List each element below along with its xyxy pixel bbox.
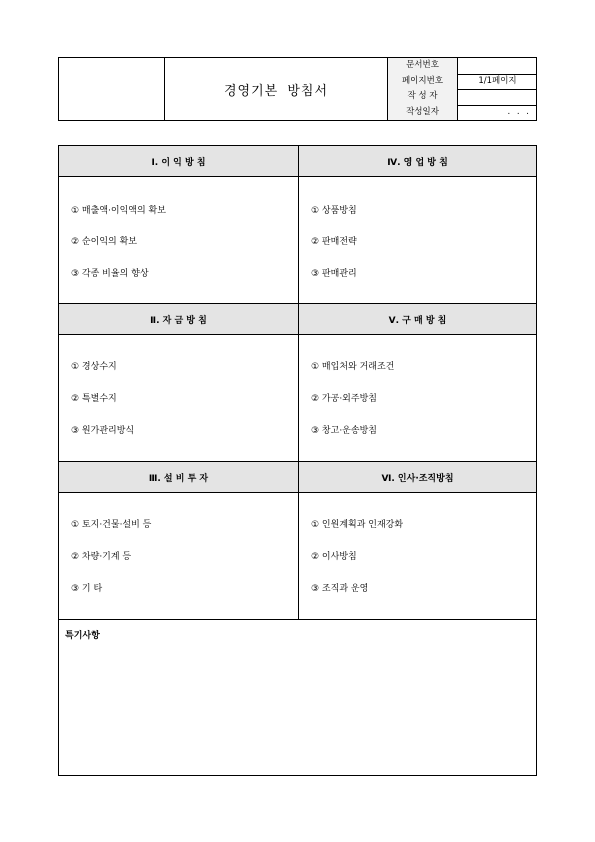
list-item: ① 경상수지	[71, 362, 117, 372]
list-item: ① 토지·건물·설비 등	[71, 520, 152, 530]
meta-row-doc-number	[388, 58, 537, 75]
list-item: ② 판매전략	[311, 237, 357, 247]
list-item: ② 이사방침	[311, 552, 357, 562]
list-item: ③ 창고·운송방침	[311, 426, 377, 436]
list-item: ① 매출액·이익액의 확보	[71, 206, 166, 216]
section-heading: Ⅲ. 설 비 투 자	[59, 462, 298, 493]
list-item: ② 차량·기계 등	[71, 552, 132, 562]
document-meta-table	[387, 58, 536, 120]
logo-area	[59, 58, 165, 120]
meta-label: 페이지번호	[388, 74, 458, 90]
section-body	[299, 493, 536, 620]
section-body	[59, 177, 298, 304]
list-item: ② 특별수지	[71, 394, 117, 404]
row-divider	[59, 619, 536, 620]
list-item: ② 가공·외주방침	[311, 394, 377, 404]
meta-row-author	[388, 89, 537, 106]
section-heading: Ⅰ. 이 익 방 침	[59, 146, 298, 177]
meta-value[interactable]: 1/1페이지	[478, 75, 517, 86]
policy-table	[58, 145, 537, 776]
meta-value[interactable]	[458, 58, 537, 74]
list-item: ③ 판매관리	[311, 269, 357, 279]
meta-label: 작 성 자	[388, 89, 458, 105]
list-item: ③ 조직과 운영	[311, 584, 369, 594]
list-item: ① 매입처와 거래조건	[311, 362, 395, 372]
meta-label: 문서번호	[388, 58, 458, 74]
section-body	[59, 335, 298, 462]
notes-content[interactable]	[65, 646, 530, 766]
section-body	[299, 177, 536, 304]
section-body	[299, 335, 536, 462]
section-heading: Ⅱ. 자 금 방 침	[59, 304, 298, 335]
meta-value[interactable]	[458, 89, 537, 105]
list-item: ② 순이익의 확보	[71, 237, 137, 247]
meta-label: 작성일자	[388, 105, 458, 121]
list-item: ③ 각종 비율의 향상	[71, 269, 149, 279]
document-title: 경영기본 방침서	[223, 83, 329, 99]
section-heading: Ⅵ. 인사·조직방침	[299, 462, 536, 493]
meta-row-date	[388, 105, 537, 121]
document-header	[58, 57, 537, 121]
section-body	[59, 493, 298, 620]
meta-value[interactable]: . . .	[507, 106, 531, 117]
list-item: ① 상품방침	[311, 206, 357, 216]
meta-row-page-number	[388, 74, 537, 91]
list-item: ③ 기 타	[71, 584, 103, 594]
list-item: ③ 원가관리방식	[71, 426, 135, 436]
list-item: ① 인원계획과 인재강화	[311, 520, 404, 530]
notes-label: 특기사항	[65, 631, 100, 641]
section-heading: Ⅴ. 구 매 방 침	[299, 304, 536, 335]
section-heading: Ⅳ. 영 업 방 침	[299, 146, 536, 177]
